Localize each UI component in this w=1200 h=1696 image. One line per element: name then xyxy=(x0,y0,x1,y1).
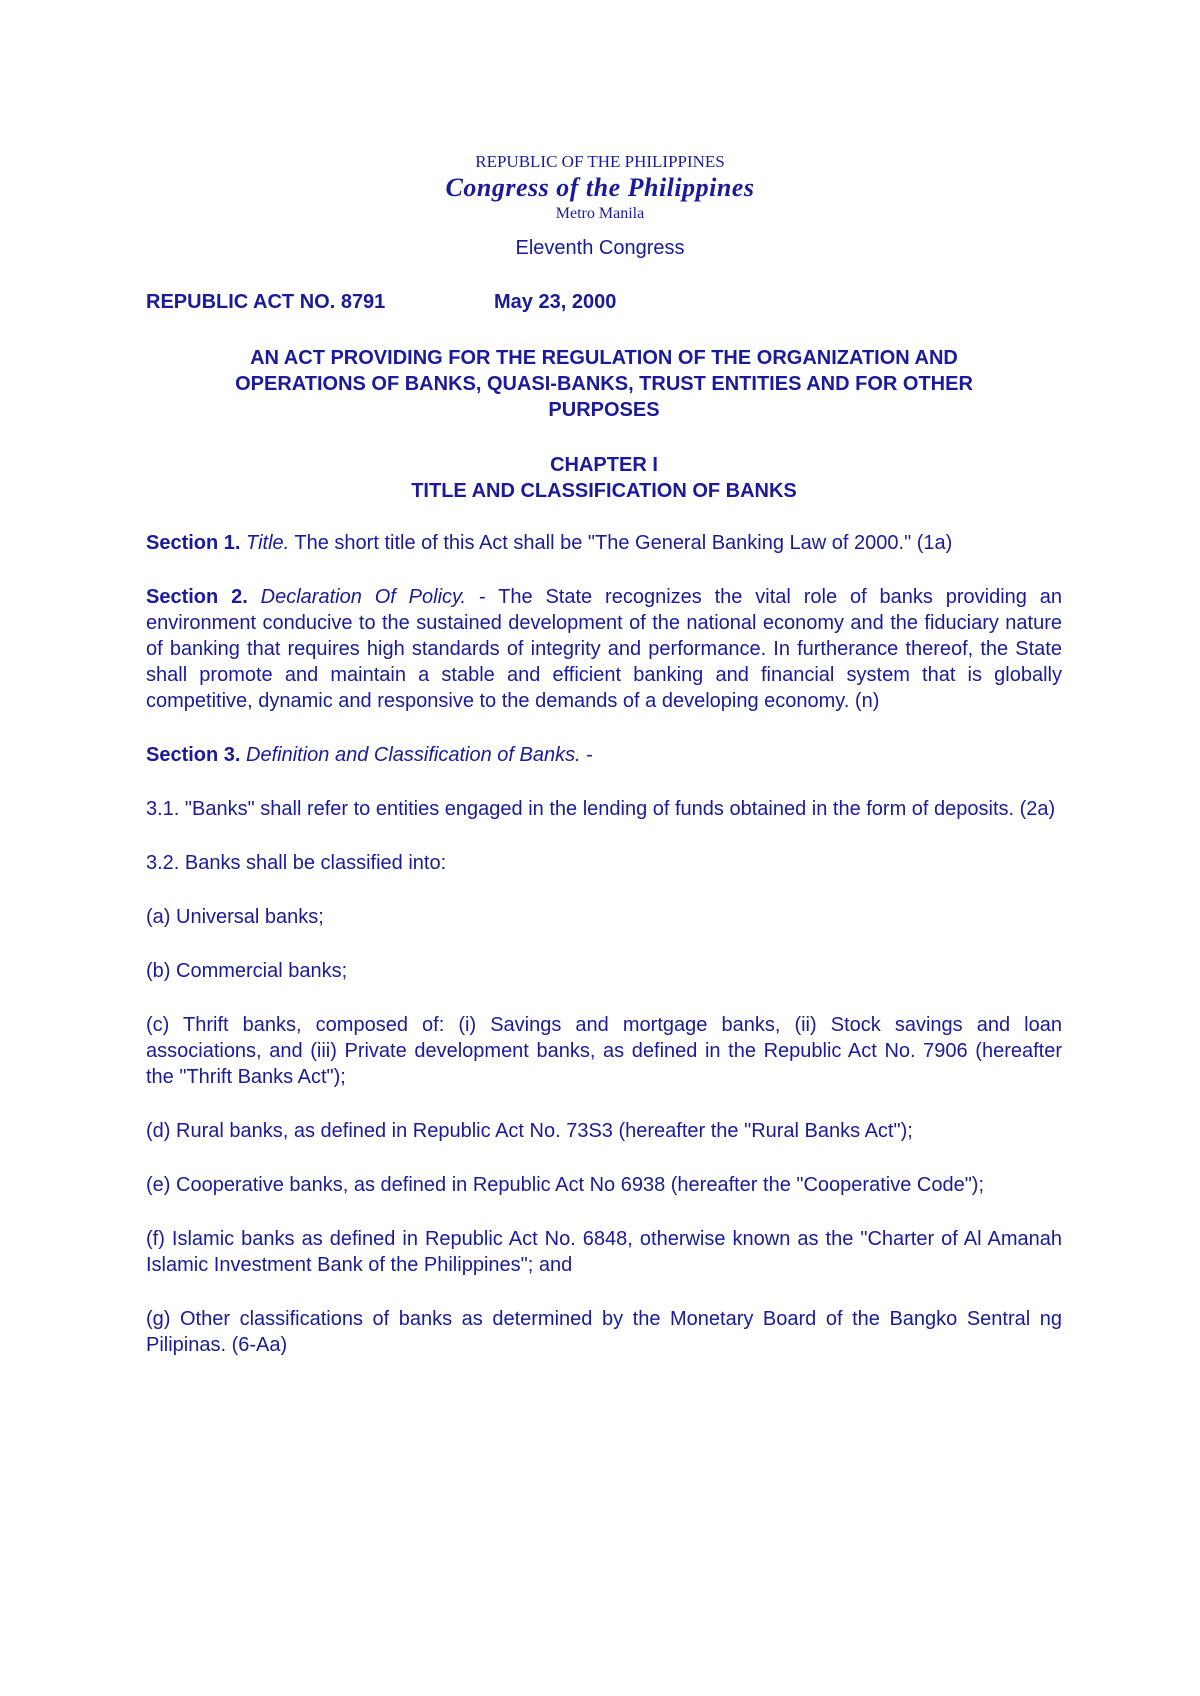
list-item: (d) Rural banks, as defined in Republic Act No. 73S3 (hereafter the "Rural Banks Act"); xyxy=(146,1120,913,1142)
section-2 xyxy=(146,584,1062,714)
section-3 xyxy=(146,742,1062,768)
chapter-title: TITLE AND CLASSIFICATION OF BANKS xyxy=(411,480,797,502)
location-heading: Metro Manila xyxy=(555,205,645,222)
section-text: - xyxy=(580,744,593,766)
list-item: (b) Commercial banks; xyxy=(146,960,348,982)
act-date: May 23, 2000 xyxy=(494,291,617,313)
paragraph-3-1: 3.1. "Banks" shall refer to entities engaged in the lending of funds obtained in the form of deposits. (2a) xyxy=(146,798,1056,820)
list-item: (f) Islamic banks as defined in Republic Act No. 6848, otherwise known as the "Charter of Al Amanah Islamic Investment Bank of the Philippines"; and xyxy=(146,1228,1062,1276)
republic-heading: REPUBLIC OF THE PHILIPPINES xyxy=(475,152,725,171)
document-body xyxy=(146,530,1062,1386)
congress-number: Eleventh Congress xyxy=(515,237,685,259)
section-heading: Definition and Classification of Banks. xyxy=(246,744,581,766)
act-title-line: OPERATIONS OF BANKS, QUASI-BANKS, TRUST ENTITIES AND FOR OTHER xyxy=(235,373,973,395)
act-number: REPUBLIC ACT NO. 8791 xyxy=(146,291,386,313)
section-label: Section 2. xyxy=(146,586,248,608)
list-item: (g) Other classifications of banks as determined by the Monetary Board of the Bangko Sentral ng Pilipinas. (6-Aa) xyxy=(146,1308,1062,1356)
act-title xyxy=(146,345,1062,423)
list-item: (a) Universal banks; xyxy=(146,906,324,928)
list-item: (c) Thrift banks, composed of: (i) Savings and mortgage banks, (ii) Stock savings and loan associations, and (iii) Private development banks, as defined in the Republic Act No. 7906 (hereafter the "Thrift Banks Act"); xyxy=(146,1014,1062,1088)
section-1 xyxy=(146,530,1062,556)
section-heading: Title. xyxy=(246,532,290,554)
section-label: Section 3. xyxy=(146,744,241,766)
section-text: The short title of this Act shall be "The General Banking Law of 2000." (1a) xyxy=(289,532,953,554)
act-title-line: PURPOSES xyxy=(548,399,660,421)
document-header xyxy=(0,152,1200,224)
section-label: Section 1. xyxy=(146,532,241,554)
section-heading: Declaration Of Policy. xyxy=(260,586,467,608)
chapter-number: CHAPTER I xyxy=(550,454,658,476)
chapter-heading xyxy=(146,452,1062,504)
section-text: - The State recognizes the vital role of banks providing an environment conducive to the sustained development of the national economy and the fiduciary nature of banking that requires high standards of integrity and performance. In furtherance thereof, the State shall promote and maintain a stable and efficient banking and financial system that is globally competitive, dynamic and responsive to the demands of a developing economy. (n) xyxy=(146,586,1063,712)
act-title-line: AN ACT PROVIDING FOR THE REGULATION OF THE ORGANIZATION AND xyxy=(250,347,958,369)
congress-heading: Congress of the Philippines xyxy=(445,173,755,202)
list-item: (e) Cooperative banks, as defined in Republic Act No 6938 (hereafter the "Cooperative Code"); xyxy=(146,1174,985,1196)
paragraph-3-2: 3.2. Banks shall be classified into: xyxy=(146,852,447,874)
